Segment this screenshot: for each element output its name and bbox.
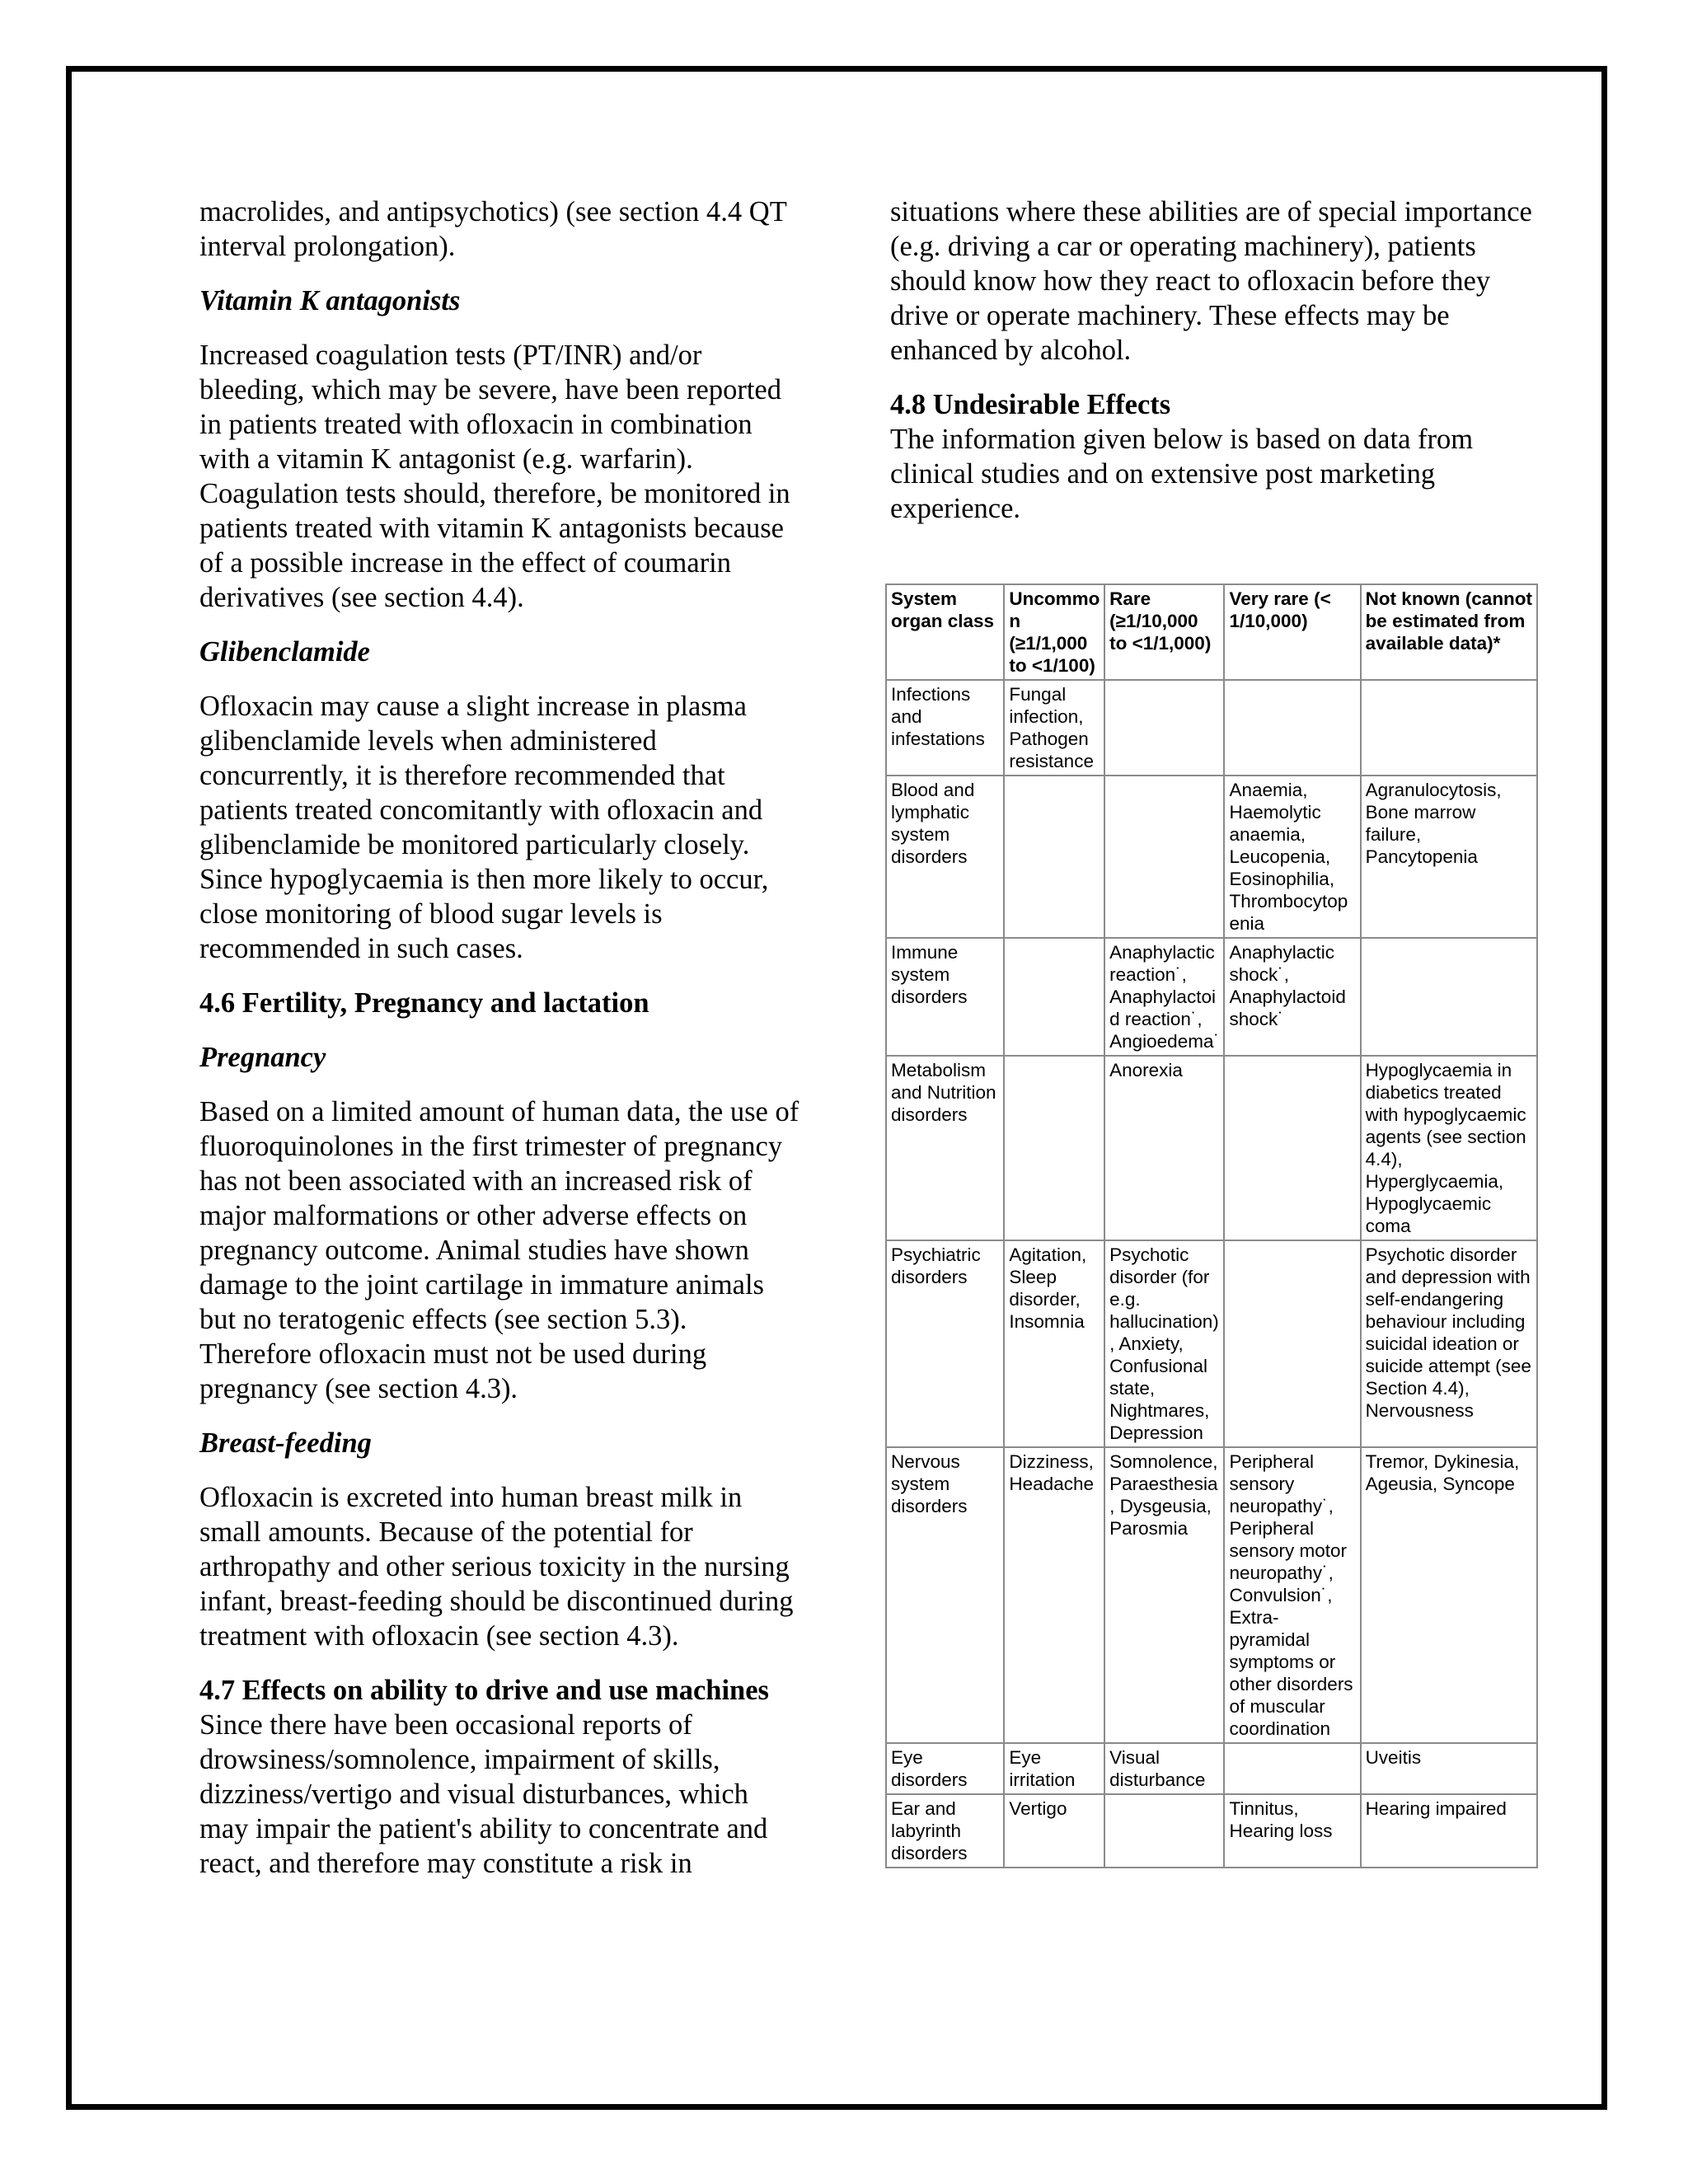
table-cell: Agitation, Sleep disorder, Insomnia xyxy=(1004,1240,1104,1447)
section-4-8-heading: 4.8 Undesirable Effects xyxy=(890,389,1171,420)
header-very-rare: Very rare (< 1/10,000) xyxy=(1224,584,1360,680)
table-cell: Eye irritation xyxy=(1004,1743,1104,1794)
table-cell: Psychotic disorder and depression with self-endangering behaviour including suicidal ideation or suicide attempt (see Section 4.4), Nervousness xyxy=(1361,1240,1537,1447)
section-4-7-heading: 4.7 Effects on ability to drive and use machines xyxy=(199,1675,769,1706)
glibenclamide-paragraph: Ofloxacin may cause a slight increase in plasma glibenclamide levels when administered concurrently, it is therefore recommended that patients treated concomitantly with ofloxacin and glibenclamide be monitored particularly closely. Since hypoglycaemia is then more likely to occur, close monitoring of blood sugar levels is recommended in such cases. xyxy=(199,691,769,964)
table-cell: Psychotic disorder (for e.g. hallucination), Anxiety, Confusional state, Nightmares, Depression xyxy=(1104,1240,1224,1447)
header-system-organ-class: System organ class xyxy=(886,584,1004,680)
table-cell: Peripheral sensory neuropathy˙, Peripheral sensory motor neuropathy˙, Convulsion˙, Extra-pyramidal symptoms or other disorders of muscular coordination xyxy=(1224,1447,1360,1743)
table-cell: Metabolism and Nutrition disorders xyxy=(886,1056,1004,1240)
pregnancy-heading: Pregnancy xyxy=(199,1042,326,1073)
table-cell: Agranulocytosis, Bone marrow failure, Pancytopenia xyxy=(1361,776,1537,938)
table-cell xyxy=(1004,938,1104,1056)
table-cell: Tremor, Dykinesia, Ageusia, Syncope xyxy=(1361,1447,1537,1743)
vitamin-k-heading: Vitamin K antagonists xyxy=(199,285,461,316)
table-cell xyxy=(1104,1794,1224,1868)
table-row xyxy=(886,680,1537,776)
table-cell: Somnolence, Paraesthesia, Dysgeusia, Parosmia xyxy=(1104,1447,1224,1743)
table-cell: Blood and lymphatic system disorders xyxy=(886,776,1004,938)
table-cell: Hearing impaired xyxy=(1361,1794,1537,1868)
table-cell: Psychiatric disorders xyxy=(886,1240,1004,1447)
table-cell xyxy=(1004,1056,1104,1240)
table-cell: Anaemia, Haemolytic anaemia, Leucopenia, Eosinophilia, Thrombocytopenia xyxy=(1224,776,1360,938)
header-rare: Rare (≥1/10,000 to <1/1,000) xyxy=(1104,584,1224,680)
table-cell: Anaphylactic shock˙, Anaphylactoid shock˙ xyxy=(1224,938,1360,1056)
table-cell xyxy=(1224,680,1360,776)
table-row xyxy=(886,1240,1537,1447)
table-cell: Nervous system disorders xyxy=(886,1447,1004,1743)
table-cell: Immune system disorders xyxy=(886,938,1004,1056)
table-cell: Anorexia xyxy=(1104,1056,1224,1240)
table-cell: Visual disturbance xyxy=(1104,1743,1224,1794)
table-cell xyxy=(1104,776,1224,938)
breast-feeding-heading: Breast-feeding xyxy=(199,1427,372,1459)
table-row xyxy=(886,938,1537,1056)
table-cell: Uveitis xyxy=(1361,1743,1537,1794)
table-row xyxy=(886,1743,1537,1794)
right-column xyxy=(890,194,1541,546)
table-cell: Infections and infestations xyxy=(886,680,1004,776)
table-row xyxy=(886,1056,1537,1240)
vitamin-k-paragraph: Increased coagulation tests (PT/INR) and/or bleeding, which may be severe, have been reported in patients treated with ofloxacin in combination with a vitamin K antagonist (e.g. warfarin). Coagulation tests should, therefore, be monitored in patients treated with vitamin K antagonists because of a possible increase in the effect of coumarin derivatives (see section 4.4). xyxy=(199,340,790,613)
table-header-row xyxy=(886,584,1537,680)
table-cell: Anaphylactic reaction˙, Anaphylactoid reaction˙, Angioedema˙ xyxy=(1104,938,1224,1056)
table-cell: Tinnitus, Hearing loss xyxy=(1224,1794,1360,1868)
table-cell xyxy=(1004,776,1104,938)
table-row xyxy=(886,776,1537,938)
intro-paragraph: macrolides, and antipsychotics) (see section 4.4 QT interval prolongation). xyxy=(199,196,787,262)
table-cell: Eye disorders xyxy=(886,1743,1004,1794)
left-column xyxy=(199,194,801,1900)
section-4-8-paragraph: The information given below is based on data from clinical studies and on extensive post marketing experience. xyxy=(890,424,1474,524)
header-not-known: Not known (cannot be estimated from available data)* xyxy=(1361,584,1537,680)
table-cell xyxy=(1224,1743,1360,1794)
header-uncommon: Uncommon (≥1/1,000 to <1/100) xyxy=(1004,584,1104,680)
table-cell xyxy=(1224,1240,1360,1447)
pregnancy-paragraph: Based on a limited amount of human data, the use of fluoroquinolones in the first trimester of pregnancy has not been associated with an increased risk of major malformations or other adverse effects on pregnancy outcome. Animal studies have shown damage to the joint cartilage in immature animals but no teratogenic effects (see section 5.3). Therefore ofloxacin must not be used during pregnancy (see section 4.3). xyxy=(199,1096,799,1404)
continuation-paragraph: situations where these abilities are of special importance (e.g. driving a car or operating machinery), patients should know how they react to ofloxacin before they drive or operate machinery. These effects may be enhanced by alcohol. xyxy=(890,196,1532,366)
table-row xyxy=(886,1447,1537,1743)
table-cell: Vertigo xyxy=(1004,1794,1104,1868)
undesirable-effects-table xyxy=(885,583,1538,1868)
table-cell xyxy=(1224,1056,1360,1240)
section-4-6-heading: 4.6 Fertility, Pregnancy and lactation xyxy=(199,987,649,1019)
table-cell: Hypoglycaemia in diabetics treated with hypoglycaemic agents (see section 4.4), Hyperglycaemia, Hypoglycaemic coma xyxy=(1361,1056,1537,1240)
breast-feeding-paragraph: Ofloxacin is excreted into human breast milk in small amounts. Because of the potential for arthropathy and other serious toxicity in the nursing infant, breast-feeding should be discontinued during treatment with ofloxacin (see section 4.3). xyxy=(199,1482,794,1652)
table-cell xyxy=(1104,680,1224,776)
table-cell xyxy=(1361,938,1537,1056)
table-cell xyxy=(1361,680,1537,776)
table-row xyxy=(886,1794,1537,1868)
table-cell: Dizziness, Headache xyxy=(1004,1447,1104,1743)
section-4-7-paragraph: Since there have been occasional reports of drowsiness/somnolence, impairment of skills, dizziness/vertigo and visual disturbances, which may impair the patient's ability to concentrate and react, and therefore may constitute a risk in xyxy=(199,1709,768,1879)
table-cell: Fungal infection, Pathogen resistance xyxy=(1004,680,1104,776)
glibenclamide-heading: Glibenclamide xyxy=(199,636,370,668)
table-cell: Ear and labyrinth disorders xyxy=(886,1794,1004,1868)
